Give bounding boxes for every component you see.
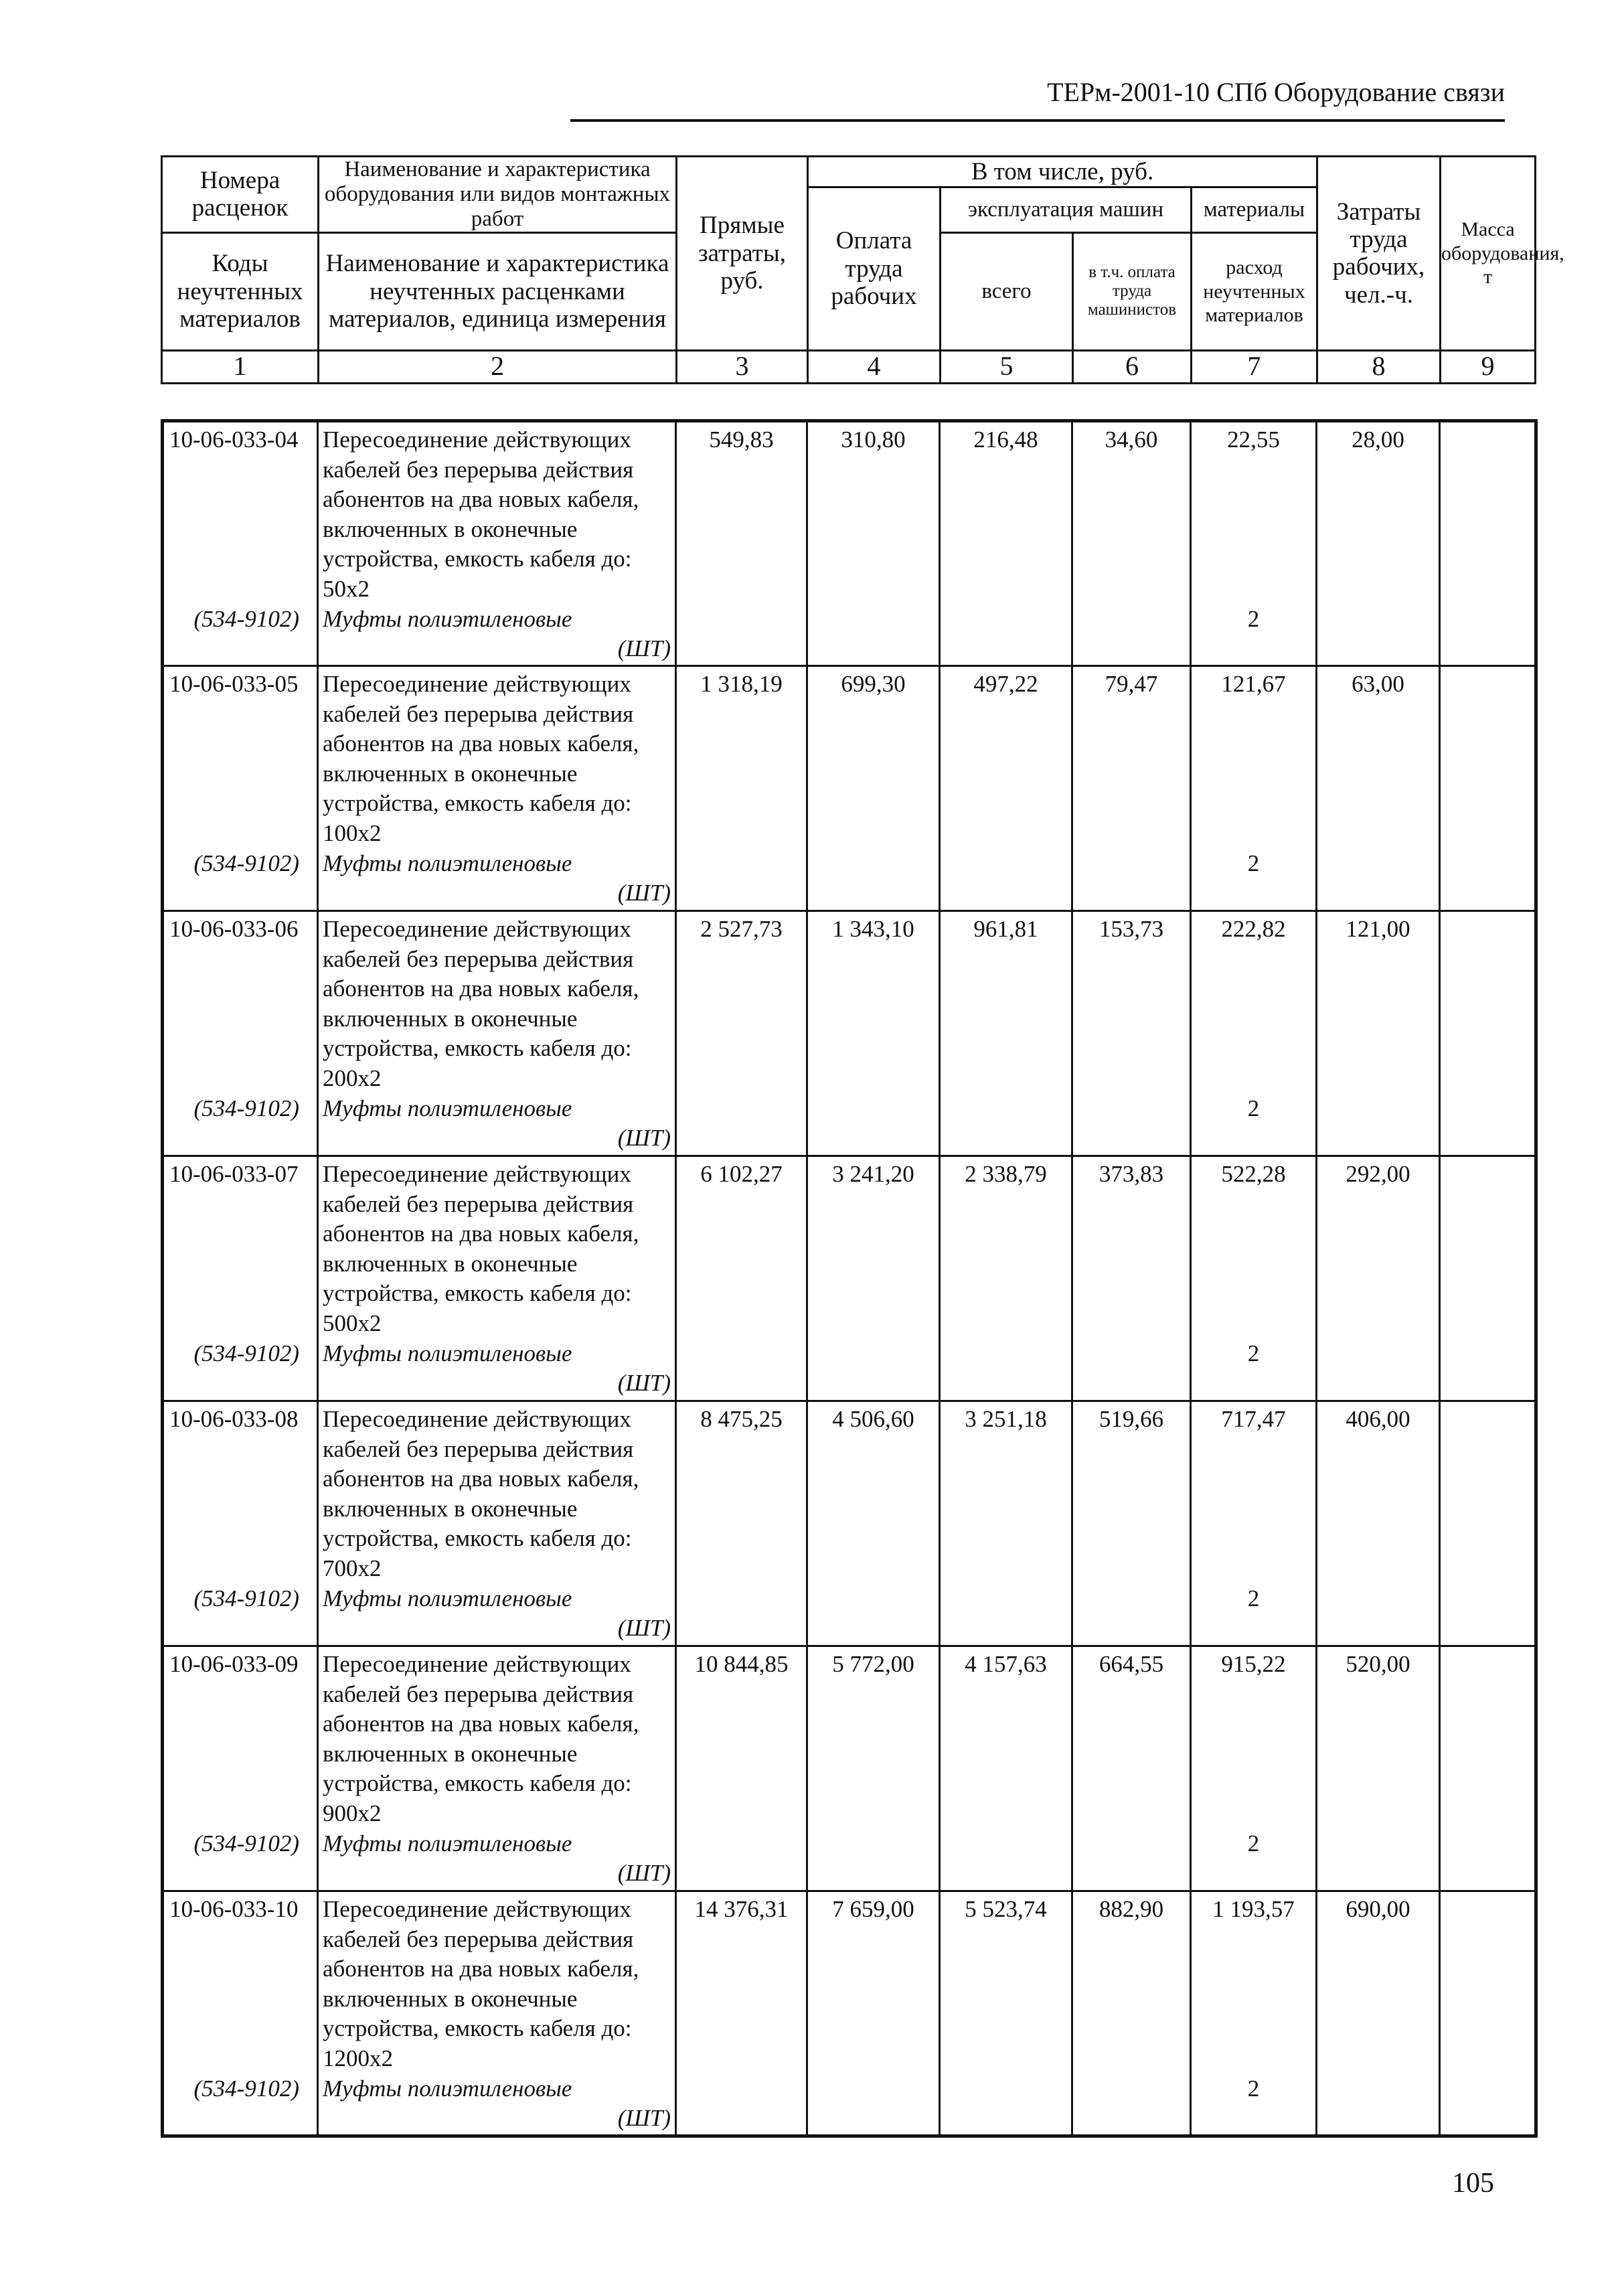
col7-header: расход неучтенных материалов — [1192, 232, 1317, 350]
wage-cell — [807, 911, 940, 1156]
direct-cost-cell — [676, 421, 807, 666]
rate-code-cell — [163, 666, 318, 911]
machines-cell — [940, 666, 1072, 911]
col-number: 5 — [941, 350, 1073, 383]
machinist-wage-cell-value: 153,73 — [1099, 916, 1164, 942]
direct-cost-cell — [676, 666, 807, 911]
description-line: устройства, емкость кабеля до: — [323, 1770, 632, 1797]
material-code: (534-9102) — [193, 605, 299, 632]
machines-cell-value: 5 523,74 — [965, 1896, 1047, 1922]
labor-cell-value: 690,00 — [1346, 1896, 1410, 1922]
rate-code: 10-06-033-10 — [169, 1896, 299, 1922]
col6-header: в т.ч. оплата труда машинистов — [1073, 232, 1192, 350]
materials-cell — [1191, 911, 1317, 1156]
material-name: Муфты полиэтиленовые — [323, 1340, 572, 1366]
mass-cell — [1440, 1401, 1536, 1646]
description-line: кабелей без перерыва действия — [323, 456, 634, 483]
rate-code-cell — [163, 421, 318, 666]
description-line: кабелей без перерыва действия — [323, 945, 634, 972]
wage-cell-value: 3 241,20 — [832, 1161, 914, 1187]
wage-cell-value: 4 506,60 — [832, 1406, 914, 1432]
description-line: 900x2 — [323, 1800, 382, 1826]
mass-cell — [1440, 1646, 1536, 1891]
work-description-cell — [318, 1401, 676, 1646]
col-number: 2 — [319, 350, 677, 383]
col-number: 8 — [1317, 350, 1441, 383]
col1-header-bottom: Коды неучтенных материалов — [162, 232, 319, 350]
col-number: 4 — [808, 350, 941, 383]
description-line: Пересоединение действующих — [323, 671, 631, 697]
wage-cell — [807, 1156, 940, 1401]
materials-cell — [1191, 1401, 1317, 1646]
description-line: кабелей без перерыва действия — [323, 1680, 634, 1707]
wage-cell — [807, 1401, 940, 1646]
machines-cell — [940, 1891, 1072, 2136]
description-line: включенных в оконечные — [323, 1495, 578, 1522]
table-row — [163, 1156, 1536, 1401]
machinist-wage-cell-value: 882,90 — [1099, 1896, 1164, 1922]
machinist-wage-cell-value: 664,55 — [1099, 1651, 1164, 1677]
rate-code: 10-06-033-06 — [169, 916, 299, 942]
machines-cell — [940, 1401, 1072, 1646]
machines-cell-value: 2 338,79 — [965, 1161, 1047, 1187]
direct-cost-cell-value: 8 475,25 — [700, 1406, 783, 1432]
col5-header: всего — [941, 232, 1073, 350]
machines-cell — [940, 1646, 1072, 1891]
description-line: включенных в оконечные — [323, 1250, 578, 1277]
work-description-cell — [318, 1891, 676, 2136]
material-name: Муфты полиэтиленовые — [323, 850, 572, 876]
material-quantity: 2 — [1247, 850, 1260, 876]
direct-cost-cell-value: 1 318,19 — [700, 671, 783, 697]
material-name: Муфты полиэтиленовые — [323, 605, 572, 632]
material-quantity: 2 — [1247, 2075, 1260, 2102]
material-unit: (ШТ) — [617, 880, 671, 907]
materials-cell — [1191, 1156, 1317, 1401]
wage-cell — [807, 666, 940, 911]
materials-cell — [1191, 666, 1317, 911]
labor-cell — [1317, 1401, 1440, 1646]
table-row — [163, 1891, 1536, 2136]
materials-cell — [1191, 421, 1317, 666]
description-line: абонентов на два новых кабеля, — [323, 1956, 639, 1982]
price-table — [161, 419, 1538, 2138]
table-row — [163, 666, 1536, 911]
col1-header-top: Номера расценок — [162, 157, 319, 233]
direct-cost-cell-value: 2 527,73 — [700, 916, 783, 942]
description-line: устройства, емкость кабеля до: — [323, 1035, 632, 1062]
wage-cell — [807, 1646, 940, 1891]
description-line: включенных в оконечные — [323, 1005, 578, 1032]
materials-cell — [1191, 1646, 1317, 1891]
table-row — [163, 1401, 1536, 1646]
rate-code-cell — [163, 911, 318, 1156]
description-line: абонентов на два новых кабеля, — [323, 1711, 639, 1737]
material-unit: (ШТ) — [617, 1615, 671, 1642]
description-line: абонентов на два новых кабеля, — [323, 1220, 639, 1247]
description-line: 200x2 — [323, 1065, 382, 1091]
description-line: 100x2 — [323, 819, 382, 846]
col-number: 9 — [1441, 350, 1536, 383]
description-line: кабелей без перерыва действия — [323, 1435, 634, 1462]
machines-group-header: эксплуатация машин — [941, 187, 1192, 233]
description-line: 500x2 — [323, 1310, 382, 1336]
material-name: Муфты полиэтиленовые — [323, 2075, 572, 2102]
direct-cost-cell-value: 10 844,85 — [694, 1651, 789, 1677]
machinist-wage-cell — [1072, 1401, 1191, 1646]
col4-header: Оплата труда рабочих — [808, 187, 941, 351]
work-description-cell — [318, 911, 676, 1156]
materials-cell-value: 915,22 — [1221, 1651, 1286, 1677]
machines-cell-value: 961,81 — [973, 916, 1038, 942]
labor-cell — [1317, 666, 1440, 911]
description-line: устройства, емкость кабеля до: — [323, 2015, 632, 2042]
wage-cell — [807, 421, 940, 666]
description-line: Пересоединение действующих — [323, 1896, 631, 1922]
material-unit: (ШТ) — [617, 2105, 671, 2132]
description-line: включенных в оконечные — [323, 1985, 578, 2012]
mass-cell — [1440, 911, 1536, 1156]
material-code: (534-9102) — [193, 1585, 299, 1611]
description-line: кабелей без перерыва действия — [323, 1190, 634, 1217]
rate-code: 10-06-033-05 — [169, 671, 299, 697]
description-line: 700x2 — [323, 1555, 382, 1581]
direct-cost-cell-value: 549,83 — [709, 426, 774, 453]
description-line: Пересоединение действующих — [323, 1406, 631, 1432]
rate-code: 10-06-033-09 — [169, 1651, 299, 1677]
wage-cell-value: 699,30 — [841, 671, 906, 697]
direct-cost-cell-value: 6 102,27 — [700, 1161, 783, 1187]
material-code: (534-9102) — [193, 1340, 299, 1366]
machines-cell — [940, 1156, 1072, 1401]
machinist-wage-cell-value: 519,66 — [1099, 1406, 1164, 1432]
material-unit: (ШТ) — [617, 1860, 671, 1887]
col-number: 7 — [1192, 350, 1317, 383]
materials-cell-value: 1 193,57 — [1212, 1896, 1295, 1922]
materials-cell-value: 522,28 — [1221, 1161, 1286, 1187]
machinist-wage-cell-value: 373,83 — [1099, 1161, 1164, 1187]
labor-cell — [1317, 1891, 1440, 2136]
work-description-cell — [318, 1156, 676, 1401]
mass-cell — [1440, 1891, 1536, 2136]
description-line: абонентов на два новых кабеля, — [323, 730, 639, 757]
description-line: устройства, емкость кабеля до: — [323, 546, 632, 572]
work-description-cell — [318, 666, 676, 911]
materials-cell-value: 121,67 — [1221, 671, 1286, 697]
labor-cell — [1317, 421, 1440, 666]
page-number: 105 — [1452, 2168, 1494, 2199]
machines-cell — [940, 421, 1072, 666]
description-line: Пересоединение действующих — [323, 426, 631, 453]
direct-cost-cell — [676, 911, 807, 1156]
rate-code-cell — [163, 1646, 318, 1891]
materials-cell — [1191, 1891, 1317, 2136]
machinist-wage-cell — [1072, 1646, 1191, 1891]
rate-code-cell — [163, 1401, 318, 1646]
machinist-wage-cell — [1072, 421, 1191, 666]
rate-code: 10-06-033-07 — [169, 1161, 299, 1187]
material-name: Муфты полиэтиленовые — [323, 1095, 572, 1121]
description-line: 1200x2 — [323, 2045, 393, 2071]
description-line: включенных в оконечные — [323, 516, 578, 542]
material-name: Муфты полиэтиленовые — [323, 1830, 572, 1857]
col2-header-top: Наименование и характеристика оборудования или видов монтажных работ — [319, 157, 677, 233]
direct-cost-cell — [676, 1401, 807, 1646]
rate-code: 10-06-033-04 — [169, 426, 299, 453]
title-rule — [570, 119, 1505, 122]
labor-cell-value: 406,00 — [1346, 1406, 1410, 1432]
material-quantity: 2 — [1247, 1585, 1260, 1611]
description-line: включенных в оконечные — [323, 1740, 578, 1767]
labor-cell-value: 28,00 — [1352, 426, 1404, 453]
labor-cell — [1317, 1156, 1440, 1401]
machinist-wage-cell — [1072, 911, 1191, 1156]
description-line: абонентов на два новых кабеля, — [323, 975, 639, 1002]
machines-cell-value: 216,48 — [973, 426, 1038, 453]
machinist-wage-cell — [1072, 1156, 1191, 1401]
labor-cell-value: 121,00 — [1346, 916, 1410, 942]
work-description-cell — [318, 421, 676, 666]
col9-header: Масса оборудования, т — [1441, 157, 1536, 351]
description-line: Пересоединение действующих — [323, 1161, 631, 1187]
direct-cost-cell — [676, 1156, 807, 1401]
direct-cost-cell — [676, 1891, 807, 2136]
work-description-cell — [318, 1646, 676, 1891]
description-line: устройства, емкость кабеля до: — [323, 1280, 632, 1307]
col3-header: Прямые затраты, руб. — [677, 157, 808, 351]
labor-cell-value: 63,00 — [1352, 671, 1404, 697]
description-line: кабелей без перерыва действия — [323, 1925, 634, 1952]
document-title: ТЕРм-2001-10 СПб Оборудование связи — [1047, 77, 1505, 107]
col-number: 1 — [162, 350, 319, 383]
machinist-wage-cell-value: 79,47 — [1105, 671, 1158, 697]
labor-cell-value: 292,00 — [1346, 1161, 1410, 1187]
description-line: кабелей без перерыва действия — [323, 700, 634, 727]
materials-group-header: материалы — [1192, 187, 1317, 233]
material-code: (534-9102) — [193, 1830, 299, 1857]
materials-cell-value: 22,55 — [1227, 426, 1280, 453]
description-line: устройства, емкость кабеля до: — [323, 790, 632, 817]
machinist-wage-cell-value: 34,60 — [1105, 426, 1158, 453]
material-unit: (ШТ) — [617, 1125, 671, 1152]
material-name: Муфты полиэтиленовые — [323, 1585, 572, 1611]
rate-code: 10-06-033-08 — [169, 1406, 299, 1432]
labor-cell-value: 520,00 — [1346, 1651, 1410, 1677]
materials-cell-value: 222,82 — [1221, 916, 1286, 942]
machinist-wage-cell — [1072, 1891, 1191, 2136]
material-quantity: 2 — [1247, 605, 1260, 632]
wage-cell-value: 5 772,00 — [832, 1651, 914, 1677]
materials-cell-value: 717,47 — [1221, 1406, 1286, 1432]
material-code: (534-9102) — [193, 1095, 299, 1121]
description-line: абонентов на два новых кабеля, — [323, 486, 639, 513]
col-number: 3 — [677, 350, 808, 383]
description-line: Пересоединение действующих — [323, 916, 631, 942]
machinist-wage-cell — [1072, 666, 1191, 911]
machines-cell-value: 4 157,63 — [965, 1651, 1047, 1677]
mass-cell — [1440, 1156, 1536, 1401]
material-unit: (ШТ) — [617, 635, 671, 662]
material-unit: (ШТ) — [617, 1370, 671, 1397]
description-line: включенных в оконечные — [323, 760, 578, 787]
material-code: (534-9102) — [193, 850, 299, 876]
col-number: 6 — [1073, 350, 1192, 383]
wage-cell-value: 7 659,00 — [832, 1896, 914, 1922]
column-header-table — [161, 155, 1564, 384]
material-quantity: 2 — [1247, 1340, 1260, 1366]
table-row — [163, 1646, 1536, 1891]
mass-cell — [1440, 421, 1536, 666]
description-line: абонентов на два новых кабеля, — [323, 1466, 639, 1492]
wage-cell — [807, 1891, 940, 2136]
rate-code-cell — [163, 1891, 318, 2136]
machines-cell — [940, 911, 1072, 1156]
mass-cell — [1440, 666, 1536, 911]
description-line: устройства, емкость кабеля до: — [323, 1525, 632, 1552]
labor-cell — [1317, 1646, 1440, 1891]
included-group-header: В том числе, руб. — [808, 157, 1317, 187]
direct-cost-cell-value: 14 376,31 — [694, 1896, 789, 1922]
machines-cell-value: 497,22 — [973, 671, 1038, 697]
column-number-row — [162, 350, 1536, 383]
wage-cell-value: 1 343,10 — [832, 916, 914, 942]
material-quantity: 2 — [1247, 1095, 1260, 1121]
rate-code-cell — [163, 1156, 318, 1401]
col2-header-bottom: Наименование и характеристика неучтенных расценками материалов, единица измерения — [319, 232, 677, 350]
labor-cell — [1317, 911, 1440, 1156]
machines-cell-value: 3 251,18 — [965, 1406, 1047, 1432]
direct-cost-cell — [676, 1646, 807, 1891]
material-code: (534-9102) — [193, 2075, 299, 2102]
table-row — [163, 421, 1536, 666]
description-line: 50x2 — [323, 575, 370, 602]
wage-cell-value: 310,80 — [841, 426, 906, 453]
material-quantity: 2 — [1247, 1830, 1260, 1857]
description-line: Пересоединение действующих — [323, 1651, 631, 1677]
table-row — [163, 911, 1536, 1156]
col8-header: Затраты труда рабочих, чел.-ч. — [1317, 157, 1441, 351]
